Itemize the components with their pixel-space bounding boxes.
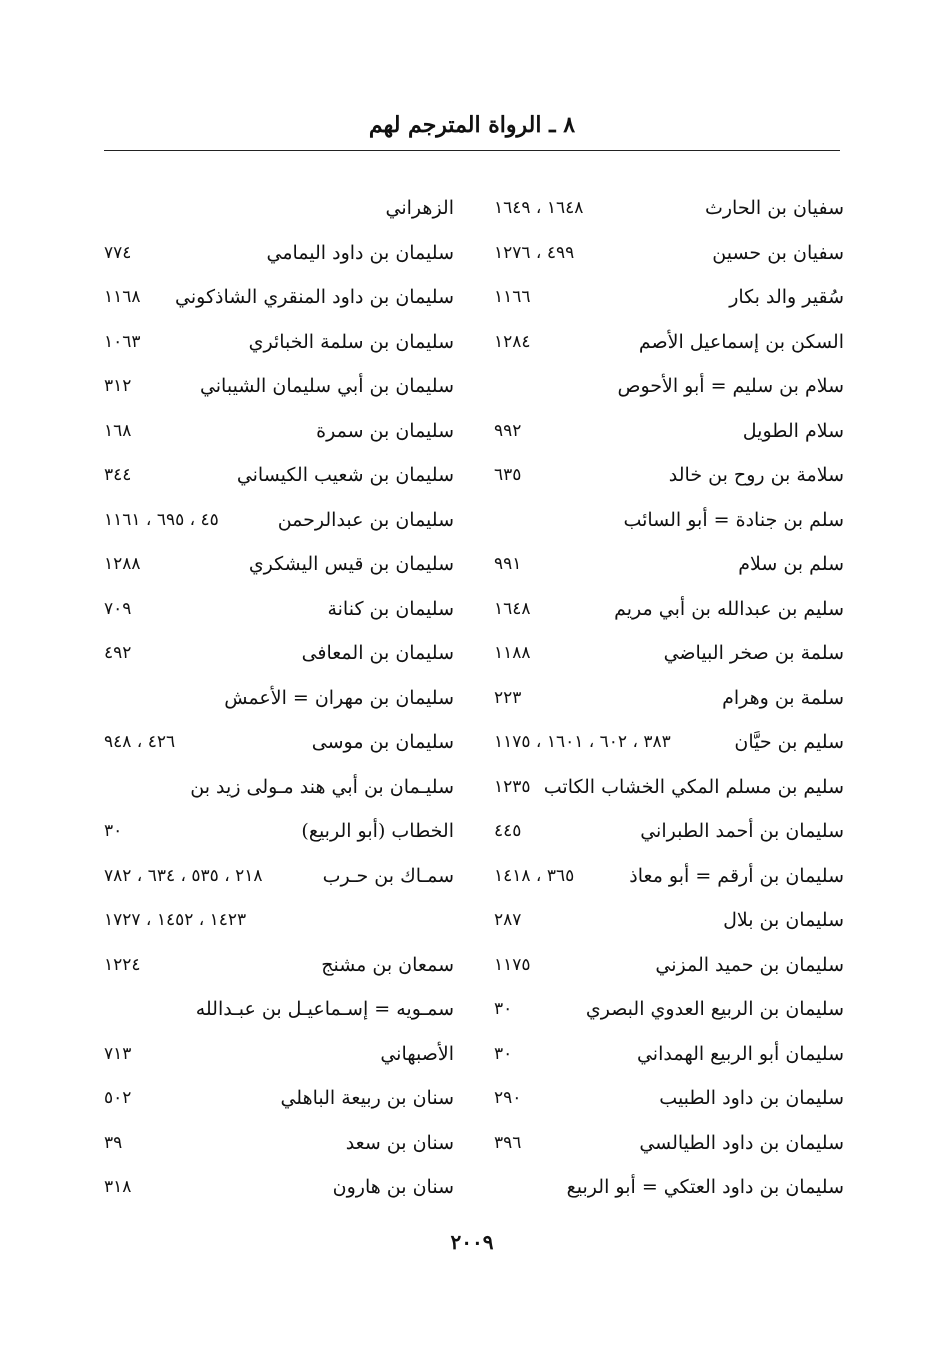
index-entry: [104, 809, 454, 854]
entry-name: سليمان بن داود العتكي = أبو الربيع: [566, 1176, 844, 1199]
index-entry: [494, 943, 844, 988]
entry-name: سلام بن سليم = أبو الأحوص: [617, 375, 844, 398]
entry-pages: ٢٢٣: [494, 687, 522, 708]
index-entry: [494, 1032, 844, 1077]
entry-name: سليمان بن داود الطيالسي: [639, 1131, 844, 1154]
index-entry: [494, 587, 844, 632]
entry-name: السكن بن إسماعيل الأصم: [638, 330, 844, 353]
entry-name: سليمان بن مهران = الأعمش: [224, 686, 454, 709]
index-entry: [494, 720, 844, 765]
index-entry: [104, 676, 454, 721]
entry-pages: ٧٧٤: [104, 242, 132, 263]
entry-pages: ٣٠: [104, 821, 123, 842]
index-entry: [494, 542, 844, 587]
entry-pages: ٤٤٥: [494, 821, 522, 842]
index-entry: [494, 453, 844, 498]
entry-pages: ٣٠: [494, 1043, 513, 1064]
index-entry: [104, 275, 454, 320]
entry-pages: ٥٠٢: [104, 1088, 132, 1109]
entry-name: سلمة بن وهرام: [722, 686, 844, 709]
right-index-column: [494, 186, 844, 1210]
entry-pages: ١١٦٦: [494, 287, 531, 308]
entry-name: سلم بن جنادة = أبو السائب: [623, 508, 844, 531]
index-entry: [494, 1121, 844, 1166]
index-entry: [104, 231, 454, 276]
entry-pages: ٤٩٢: [104, 643, 132, 664]
index-entry: [494, 809, 844, 854]
entry-name: سليمان بن داود المنقري الشاذكوني: [175, 286, 454, 309]
entry-pages: ٩٩٢: [494, 420, 522, 441]
entry-pages: ٩٩١: [494, 554, 522, 575]
entry-pages: ٢٩٠: [494, 1088, 522, 1109]
entry-pages: ٢١٨ ، ٥٣٥ ، ٦٣٤ ، ٧٨٢: [104, 865, 263, 886]
index-entry: [104, 1165, 454, 1210]
entry-name: سليمان بن كنانة: [327, 597, 454, 620]
index-entry: [104, 854, 454, 899]
index-entry: [104, 987, 454, 1032]
entry-pages: ٣٩: [104, 1132, 123, 1153]
entry-pages: ٦٣٥: [494, 465, 522, 486]
entry-pages: ٤٥ ، ٦٩٥ ، ١١٦١: [104, 509, 219, 530]
entry-pages: ٣٤٤: [104, 465, 132, 486]
index-entry: [494, 231, 844, 276]
index-entry: [104, 409, 454, 454]
index-entry: [104, 320, 454, 365]
entry-name: سلم بن سلام: [738, 553, 844, 576]
index-entry: [494, 898, 844, 943]
index-entry: [494, 364, 844, 409]
entry-pages: ١١٦٨: [104, 287, 141, 308]
index-entry: [494, 1076, 844, 1121]
entry-name: سفيان بن حسين: [712, 241, 844, 264]
entry-name: سليمان بن سمرة: [316, 419, 454, 442]
entry-name: سليمان بن المعافى: [301, 642, 454, 665]
entry-name: سليمان بن سلمة الخبائري: [248, 330, 454, 353]
entry-name: سليمان بن أبي سليمان الشيباني: [199, 375, 454, 398]
entry-pages: ٣٠: [494, 999, 513, 1020]
entry-name: سليمان بن حميد المزني: [655, 953, 844, 976]
left-index-column: [104, 186, 454, 1210]
entry-pages: ٧١٣: [104, 1043, 132, 1064]
entry-pages: ١٤٢٣ ، ١٤٥٢ ، ١٧٢٧: [104, 910, 247, 931]
entry-name: سفيان بن الحارث: [704, 197, 844, 220]
entry-pages: ١١٧٥: [494, 954, 531, 975]
index-entry: [494, 275, 844, 320]
entry-name: سنان بن ربيعة الباهلي: [280, 1087, 454, 1110]
entry-name: سليمان بن موسى: [311, 731, 454, 754]
index-entry: [494, 498, 844, 543]
index-entry: [494, 186, 844, 231]
entry-name: سليم بن حيَّان: [734, 731, 844, 754]
entry-pages: ١٢٨٤: [494, 331, 531, 352]
entry-name: الزهراني: [385, 197, 454, 220]
index-entry: [104, 587, 454, 632]
index-entry: [104, 898, 454, 943]
entry-name: سنان بن سعد: [345, 1131, 454, 1154]
page-header-title: ٨ ـ الرواة المترجم لهم: [368, 112, 576, 138]
entry-pages: ٧٠٩: [104, 598, 132, 619]
header-rule: [104, 150, 840, 151]
index-entry: [104, 498, 454, 543]
entry-name: سنان بن هارون: [332, 1176, 454, 1199]
entry-pages: ٢٨٧: [494, 910, 522, 931]
index-entry: [104, 364, 454, 409]
entry-pages: ١٢٨٨: [104, 554, 141, 575]
entry-name: سمـويه = إسـماعيـل بن عبـدالله: [195, 998, 454, 1021]
entry-pages: ١٦٤٨: [494, 598, 531, 619]
entry-pages: ٣٩٦: [494, 1132, 522, 1153]
index-entry: [104, 1032, 454, 1077]
entry-pages: ٣٦٥ ، ١٤١٨: [494, 865, 575, 886]
entry-pages: ١٢٣٥: [494, 776, 531, 797]
entry-pages: ١١٨٨: [494, 643, 531, 664]
index-entry: [494, 631, 844, 676]
entry-name: سليمان بن بلال: [723, 909, 844, 932]
entry-name: سليـمان بن أبي هند مـولى زيد بن: [190, 775, 454, 798]
entry-pages: ٣١٨: [104, 1177, 132, 1198]
index-entry: [494, 676, 844, 721]
entry-pages: ١٦٨: [104, 420, 132, 441]
entry-pages: ٣١٢: [104, 376, 132, 397]
entry-name: سليمان بن عبدالرحمن: [277, 508, 454, 531]
entry-name: سلام الطويل: [742, 419, 844, 442]
entry-name: سليمان بن أرقم = أبو معاذ: [629, 864, 844, 887]
index-entry: [494, 854, 844, 899]
index-entry: [104, 542, 454, 587]
entry-name: سلامة بن روح بن خالد: [668, 464, 844, 487]
entry-name: سليمان بن داود اليمامي: [266, 241, 454, 264]
entry-name: الأصبهاني: [380, 1042, 454, 1065]
entry-pages: ١٠٦٣: [104, 331, 141, 352]
page-number: ٢٠٠٩: [450, 1230, 494, 1254]
index-entry: [104, 453, 454, 498]
entry-name: سمعان بن مشنج: [321, 953, 454, 976]
entry-name: الخطاب (أبو الربيع): [301, 820, 454, 843]
index-entry: [104, 720, 454, 765]
index-entry: [494, 320, 844, 365]
entry-name: سليم بن مسلم المكي الخشاب الكاتب: [543, 775, 844, 798]
entry-name: سليم بن عبدالله بن أبي مريم: [614, 597, 844, 620]
index-entry: [104, 765, 454, 810]
entry-name: سليمان بن داود الطبيب: [659, 1087, 844, 1110]
index-entry: [494, 987, 844, 1032]
entry-pages: ٣٨٣ ، ٦٠٢ ، ١٦٠١ ، ١١٧٥: [494, 732, 671, 753]
index-entry: [104, 631, 454, 676]
entry-pages: ١٦٤٨ ، ١٦٤٩: [494, 198, 584, 219]
entry-name: سليمان بن قيس اليشكري: [248, 553, 454, 576]
entry-name: سُقير والد بكار: [729, 286, 844, 309]
index-entry: [494, 1165, 844, 1210]
entry-name: سمـاك بن حـرب: [322, 864, 454, 887]
index-entry: [494, 409, 844, 454]
index-entry: [104, 1076, 454, 1121]
index-entry: [104, 943, 454, 988]
entry-pages: ١٢٢٤: [104, 954, 141, 975]
index-entry: [104, 1121, 454, 1166]
entry-pages: ٤٢٦ ، ٩٤٨: [104, 732, 176, 753]
entry-name: سليمان بن شعيب الكيساني: [236, 464, 454, 487]
entry-name: سلمة بن صخر البياضي: [663, 642, 844, 665]
entry-name: سليمان بن الربيع العدوي البصري: [585, 998, 844, 1021]
index-entry: [104, 186, 454, 231]
entry-pages: ٤٩٩ ، ١٢٧٦: [494, 242, 575, 263]
entry-name: سليمان أبو الربيع الهمداني: [636, 1042, 844, 1065]
entry-name: سليمان بن أحمد الطبراني: [640, 820, 844, 843]
index-entry: [494, 765, 844, 810]
